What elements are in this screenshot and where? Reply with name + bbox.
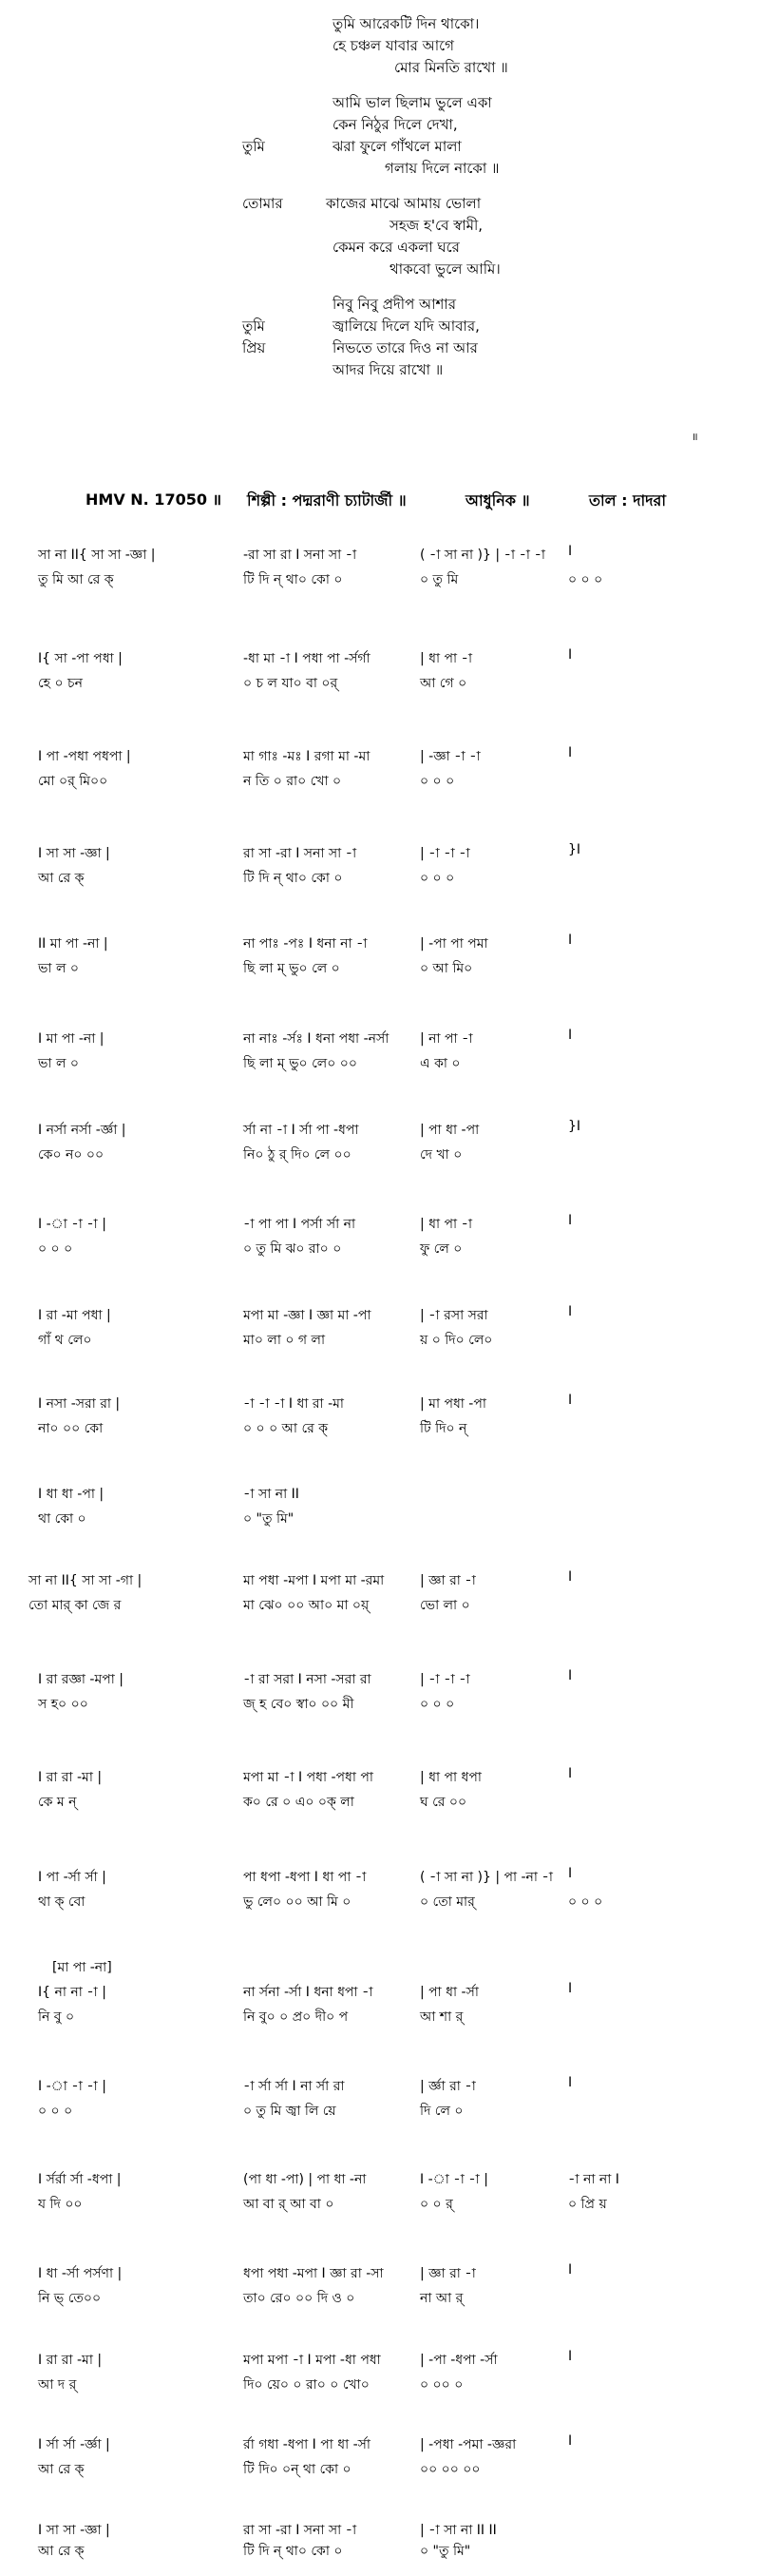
lyric-line	[242, 259, 641, 280]
lyric-line	[242, 92, 641, 114]
notation-row: I রা -মা পধা | মপা মা -জ্ঞা I জ্ঞা মা -পা | -া রসা সরা I	[38, 1304, 573, 1323]
syllable-row: কে ম ন্ ক০ রে ০ এ০ ০ক্ লা ঘ রে ০০	[38, 1795, 467, 1810]
song-genre: আধুনিক ॥	[466, 491, 530, 509]
lyric-line	[242, 294, 641, 316]
syllable-row: আ রে ক্ টি দি ন্ থা০ কো ০ ০ "তু মি"	[38, 2544, 471, 2559]
lyrics-stanza	[242, 294, 641, 381]
lyric-text: মোর মিনতি রাখো ॥	[394, 59, 508, 76]
notation-row: I সা সা -জ্ঞা | রা সা -রা I সনা সা -া | -া সা না II II	[38, 2523, 497, 2538]
notation-block	[0, 2075, 760, 2132]
notation-block	[0, 2519, 760, 2576]
lyric-line: তুমি ঝরা ফুলে গাঁথলে মালা	[242, 136, 641, 158]
notation-row: I নসা -সরা রা | -া -া -া I ধা রা -মা | মা পধা -পা I	[38, 1393, 573, 1412]
notation-row: I র্সা র্সা -র্জ্ঞা | র্রা গধা -ধপা I পা ধা -র্সা | -পধা -পমা -জ্ঞরা I	[38, 2433, 573, 2452]
lyric-line	[242, 57, 641, 79]
notation-row: II মা পা -না | না পাঃ -পঃ I ধনা না -া | -পা পা পমা I	[38, 932, 573, 952]
notation-row: I -া -া -া | -া র্সা র্সা I না র্সা রা | র্জ্ঞা রা -া I	[38, 2075, 573, 2094]
notation-row: I রা রা -মা | মপা মপা -া I মপা -ধা পধা | -পা -ধপা -র্সা I	[38, 2349, 573, 2368]
lyrics-stanza	[242, 13, 641, 79]
notation-block	[0, 1304, 760, 1361]
notation-row: I পা -র্সা র্সা | পা ধপা -ধপা I ধা পা -া ( -া সা না )} | পা -না -া I	[38, 1866, 573, 1885]
syllable-row: ০ ০ ০ ০ তু মি জ্বা লি য়ে দি লে ০	[38, 2104, 464, 2119]
record-number: HMV N. 17050 ॥	[86, 490, 222, 509]
notation-prefix-row: [মা পা -না]	[52, 1960, 112, 1975]
syllable-row: কে০ ন০ ০০ নি০ ঠু র্ দি০ লে ০০ দে খা ০	[38, 1147, 463, 1163]
corner-mark: ॥	[692, 431, 698, 443]
notation-block	[0, 1119, 760, 1176]
syllable-row: তু মি আ রে ক্ টি দি ন্ থা০ কো ০ ০ তু মি ০ ০ ০	[38, 572, 603, 587]
syllable-row: গাঁ থ লে০ মা০ লা ০ গ লা য় ০ দি০ লে০	[38, 1333, 493, 1348]
syllable-row: মো ০র্ মি০০ ন তি ০ রা০ খো ০ ০ ০ ০	[38, 774, 455, 789]
notation-block	[0, 2433, 760, 2490]
syllable-row: আ রে ক্ টি দি ন্ থা০ কো ০ ০ ০ ০	[38, 871, 455, 886]
notation-block	[0, 2168, 760, 2225]
lyric-line: প্রিয় নিভতে তারে দিও না আর	[242, 337, 641, 359]
lyric-line	[242, 35, 641, 57]
lyrics-stanza	[242, 92, 641, 180]
lyric-line: তুমি জ্বালিয়ে দিলে যদি আবার,	[242, 316, 641, 337]
lyric-line	[242, 359, 641, 381]
notation-row: সা না II{ সা সা -জ্ঞা | -রা সা রা I সনা সা -া ( -া সা না )} | -া -া -া I	[38, 544, 573, 563]
syllable-row: থা কো ০ ০ "তু মি"	[38, 1511, 294, 1527]
lyric-text: আমি ভাল ছিলাম ভুলে একা	[332, 94, 492, 111]
notation-row: I ধা -র্সা পর্সণা | ধপা পধা -মপা I জ্ঞা রা -সা | জ্ঞা রা -া I	[38, 2262, 573, 2281]
lyric-text: সহজ হ'বে স্বামী,	[390, 217, 484, 234]
notation-row: সা না II{ সা সা -গা | মা পধা -মপা I মপা মা -রমা | জ্ঞা রা -া I	[28, 1569, 573, 1588]
notation-block	[0, 1393, 760, 1450]
lyric-text: কাজের মাঝে আমায় ভোলা	[326, 195, 482, 212]
lyrics-section	[242, 13, 641, 394]
lyric-line	[242, 237, 641, 259]
syllable-row: তো মার্ কা জে র মা ঝে০ ০০ আ০ মা ০য়্ ভো লা ০	[28, 1598, 470, 1613]
song-taal: তাল : দাদরা	[589, 491, 666, 509]
lyric-text: ঝরা ফুলে গাঁথলে মালা	[332, 138, 462, 155]
notation-block	[0, 1028, 760, 1085]
lyric-text: নিভতে তারে দিও না আর	[332, 339, 478, 356]
syllable-row: ভা ল ০ ছি লা ম্ ভু০ লে০ ০০ এ কা ০	[38, 1056, 461, 1071]
syllable-row: নি বু ০ নি বু০ ০ প্র০ দী০ প আ শা র্	[38, 2009, 464, 2025]
notation-block	[0, 1483, 760, 1540]
lyrics-stanza	[242, 193, 641, 280]
syllable-row: থা ক্ বো ভু লে০ ০০ আ মি ০ ০ তো মার্ ০ ০ ০	[38, 1894, 603, 1910]
notation-block	[0, 2349, 760, 2406]
lyric-text: জ্বালিয়ে দিলে যদি আবার,	[332, 317, 480, 335]
notation-row: I র্সর্রা র্সা -ধপা | (পা ধা -পা) | পা ধা -না I -া -া -া | -া না না I	[38, 2172, 619, 2187]
notation-row: I রা রজ্ঞা -মপা | -া রা সরা I নসা -সরা রা | -া -া -া I	[38, 1668, 573, 1687]
syllable-row: আ দ র্ দি০ য়ে০ ০ রা০ ০ খো০ ০ ০০ ০	[38, 2377, 464, 2393]
syllable-row: না০ ০০ কো ০ ০ ০ আ রে ক্ টি দি০ ন্	[38, 1421, 467, 1436]
lyric-line	[242, 114, 641, 136]
syllable-row: নি ভ্ তে০০ তা০ রে০ ০০ দি ও ০ না আ র্	[38, 2291, 464, 2306]
lyric-line	[242, 158, 641, 180]
notation-row: I{ না না -া | না র্সনা -র্সা I ধনা ধপা -া | পা ধা -র্সা I	[38, 1981, 573, 2000]
syllable-row: স হ০ ০০ জ্ হ বে০ স্বা০ ০০ মী ০ ০ ০	[38, 1697, 455, 1712]
lyric-text: কেন নিঠুর দিলে দেখা,	[332, 116, 458, 133]
notation-block	[0, 1569, 760, 1626]
syllable-row: আ রে ক্ টি দি০ ০ন্ থা কো ০ ০০ ০০ ০০	[38, 2462, 481, 2477]
notation-block	[0, 1866, 760, 1923]
syllable-row: হে ০ চন ০ চ ল যা০ বা ০র্ আ গে ০	[38, 676, 467, 691]
notation-block	[0, 2262, 760, 2319]
notation-block	[0, 1668, 760, 1725]
lyric-line: তোমার কাজের মাঝে আমায় ভোলা	[242, 193, 641, 215]
artist-name: শিল্পী : পদ্মরাণী চ্যাটার্জী ॥	[247, 491, 407, 509]
lyric-text: হে চঞ্চল যাবার আগে	[332, 37, 454, 54]
notation-row: I রা রা -মা | মপা মা -া I পধা -পধা পা | ধা পা ধপা I	[38, 1766, 573, 1785]
lyric-text: নিবু নিবু প্রদীপ আশার	[332, 296, 457, 313]
record-info	[86, 489, 694, 513]
notation-block	[0, 544, 760, 601]
notation-block	[0, 932, 760, 990]
notation-block	[0, 842, 760, 899]
syllable-row: ভা ল ০ ছি লা ম্ ভু০ লে ০ ০ আ মি০	[38, 961, 473, 976]
syllable-row: য দি ০০ আ বা র্ আ বা ০ ০ ০ র্ ০ প্রি য়	[38, 2197, 607, 2212]
lyric-text: থাকবো ভুলে আমি।	[390, 260, 501, 278]
lyric-text: তুমি আরেকটি দিন থাকো।	[332, 15, 480, 32]
notation-row: I{ সা -পা পধা | -ধা মা -া I পধা পা -র্সর্গা | ধা পা -া I	[38, 647, 573, 666]
lyric-line	[242, 13, 641, 35]
notation-row: I পা -পধা পধপা | মা গাঃ -মঃ I রগা মা -মা | -জ্ঞা -া -া I	[38, 745, 573, 764]
lyric-text: কেমন করে একলা ঘরে	[332, 239, 460, 256]
lyric-text: আদর দিয়ে রাখো ॥	[332, 361, 444, 378]
notation-block	[0, 1213, 760, 1270]
lyric-line	[242, 215, 641, 237]
notation-block	[0, 1960, 760, 2038]
notation-row: I ধা ধা -পা | -া সা না II	[38, 1487, 299, 1502]
syllable-row: ০ ০ ০ ০ তু মি ঝ০ রা০ ০ ফু লে ০	[38, 1241, 463, 1257]
notation-block	[0, 647, 760, 704]
lyric-text: গলায় দিলে নাকো ॥	[385, 160, 500, 177]
notation-block	[0, 745, 760, 802]
notation-block	[0, 1766, 760, 1823]
notation-row: I মা পা -না | না নাঃ -র্সঃ I ধনা পধা -নর্সা | না পা -া I	[38, 1028, 573, 1047]
notation-row: I সা সা -জ্ঞা | রা সা -রা I সনা সা -া | -া -া -া }I	[38, 842, 581, 861]
notation-row: I নর্সা নর্সা -র্জ্ঞা | র্সা না -া I র্সা পা -ধপা | পা ধা -পা }I	[38, 1119, 581, 1138]
notation-row: I -া -া -া | -া পা পা I পর্সা র্সা না | ধা পা -া I	[38, 1213, 573, 1232]
